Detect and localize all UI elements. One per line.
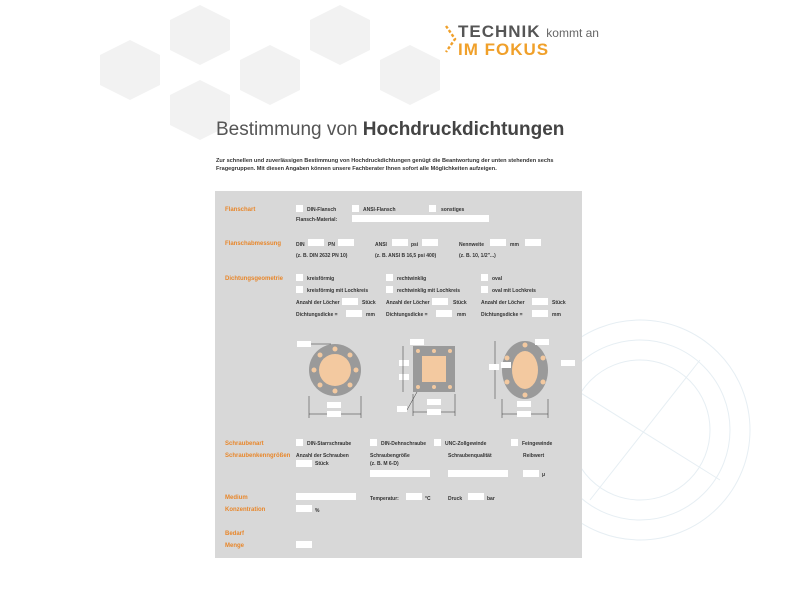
hint-din: (z. B. DIN 2632 PN 10) xyxy=(296,253,348,259)
input-flansch-material[interactable] xyxy=(352,215,489,222)
label-prozent: % xyxy=(315,508,320,514)
label-mm-2: mm xyxy=(457,312,466,318)
label-din: DIN xyxy=(296,242,305,248)
checkbox-din-starrschraube[interactable] xyxy=(296,439,303,446)
logo-line2: IM FOKUS xyxy=(458,40,550,59)
checkbox-kreisfoermig[interactable] xyxy=(296,274,303,281)
label-din-flansch: DIN-Flansch xyxy=(307,207,337,213)
label-reibwert: Reibwert xyxy=(523,453,545,459)
label-nennweite: Nennweite xyxy=(459,242,485,248)
label-rechtwinklig-lochkreis: rechtwinklig mit Lochkreis xyxy=(397,288,461,294)
label-anzahl-loecher-2: Anzahl der Löcher xyxy=(386,300,430,306)
label-pn: PN xyxy=(328,242,335,248)
input-pn[interactable] xyxy=(338,239,354,246)
label-oval-lochkreis: oval mit Lochkreis xyxy=(492,288,536,294)
label-flansch-material: Flansch-Material: xyxy=(296,217,338,223)
input-schraubenqualitaet[interactable] xyxy=(448,470,508,477)
label-kreisfoermig: kreisförmig xyxy=(307,276,335,282)
label-feingewinde: Feingewinde xyxy=(522,441,553,447)
form-panel xyxy=(215,191,582,558)
label-stueck-2: Stück xyxy=(453,300,467,306)
checkbox-feingewinde[interactable] xyxy=(511,439,518,446)
checkbox-din-flansch[interactable] xyxy=(296,205,303,212)
label-stueck-schrauben: Stück xyxy=(315,461,329,467)
input-anzahl-loecher-1[interactable] xyxy=(342,298,358,305)
input-anzahl-schrauben[interactable] xyxy=(296,460,312,467)
logo-chevron-icon xyxy=(444,24,458,54)
checkbox-oval-lochkreis[interactable] xyxy=(481,286,488,293)
label-dicke-3: Dichtungsdicke = xyxy=(481,312,523,318)
label-anzahl-loecher-3: Anzahl der Löcher xyxy=(481,300,525,306)
checkbox-din-dehnschraube[interactable] xyxy=(370,439,377,446)
input-reibwert[interactable] xyxy=(523,470,539,477)
label-din-starrschraube: DIN-Starrschraube xyxy=(307,441,352,447)
input-druck[interactable] xyxy=(468,493,484,500)
section-menge: Menge xyxy=(225,543,245,549)
input-medium[interactable] xyxy=(296,493,356,500)
label-mu: μ xyxy=(542,472,546,478)
input-schraubengroesse[interactable] xyxy=(370,470,430,477)
drawing-oval-gasket xyxy=(489,339,575,418)
label-rechtwinklig: rechtwinklig xyxy=(397,276,427,282)
checkbox-ansi-flansch[interactable] xyxy=(352,205,359,212)
label-mm-1: mm xyxy=(366,312,375,318)
input-dicke-3[interactable] xyxy=(532,310,548,317)
checkbox-sonstiges[interactable] xyxy=(429,205,436,212)
label-anzahl-schrauben: Anzahl der Schrauben xyxy=(296,453,349,459)
input-ansi[interactable] xyxy=(392,239,408,246)
label-celsius: °C xyxy=(425,496,431,502)
label-sonstiges: sonstiges xyxy=(441,207,465,213)
label-druck: Druck xyxy=(448,496,463,502)
label-stueck-3: Stück xyxy=(552,300,566,306)
input-konzentration[interactable] xyxy=(296,505,312,512)
input-anzahl-loecher-2[interactable] xyxy=(432,298,448,305)
label-ansi-flansch: ANSI-Flansch xyxy=(363,207,396,213)
input-menge[interactable] xyxy=(296,541,312,548)
gasket-drawings xyxy=(295,334,585,424)
checkbox-rechtwinklig-lochkreis[interactable] xyxy=(386,286,393,293)
label-kreisfoermig-lochkreis: kreisförmig mit Lochkreis xyxy=(307,288,369,294)
input-dicke-1[interactable] xyxy=(346,310,362,317)
input-din[interactable] xyxy=(308,239,324,246)
page-title: Bestimmung von Hochdruckdichtungen xyxy=(216,119,565,140)
label-unc-zollgewinde: UNC-Zollgewinde xyxy=(445,441,487,447)
section-konzentration: Konzentration xyxy=(225,507,266,513)
intro-text: Zur schnellen und zuverlässigen Bestimmung von Hochdruckdichtungen genügt die Beantwortung der unten stehenden sechs Fragegruppen. Mit diesen Angaben können unsere Fachberater Ihnen sofort alle Möglichkeiten aufzeigen. xyxy=(216,158,554,172)
label-bar: bar xyxy=(487,496,495,502)
label-dicke-1: Dichtungsdicke = xyxy=(296,312,338,318)
input-dicke-2[interactable] xyxy=(436,310,452,317)
label-mm-nennweite: mm xyxy=(510,242,519,248)
drawing-rectangular-gasket xyxy=(397,339,455,416)
input-nennweite[interactable] xyxy=(490,239,506,246)
label-stueck-1: Stück xyxy=(362,300,376,306)
section-flanschart: Flanschart xyxy=(225,207,256,213)
section-schraubenart: Schraubenart xyxy=(225,441,264,447)
label-ansi: ANSI xyxy=(375,242,387,248)
checkbox-kreisfoermig-lochkreis[interactable] xyxy=(296,286,303,293)
drawing-circular-gasket xyxy=(297,341,361,418)
label-schraubengroesse: Schraubengröße xyxy=(370,453,410,459)
logo-line1: TECHNIK kommt an xyxy=(458,22,599,41)
label-mm-3: mm xyxy=(552,312,561,318)
label-schraubenqualitaet: Schraubenqualität xyxy=(448,453,492,459)
checkbox-oval[interactable] xyxy=(481,274,488,281)
checkbox-rechtwinklig[interactable] xyxy=(386,274,393,281)
label-temperatur: Temperatur: xyxy=(370,496,399,502)
label-anzahl-loecher-1: Anzahl der Löcher xyxy=(296,300,340,306)
checkbox-unc-zollgewinde[interactable] xyxy=(434,439,441,446)
section-flanschabmessung: Flanschabmessung xyxy=(225,241,282,247)
section-dichtungsgeometrie: Dichtungsgeometrie xyxy=(225,276,284,282)
label-din-dehnschraube: DIN-Dehnschraube xyxy=(381,441,427,447)
input-temperatur[interactable] xyxy=(406,493,422,500)
hint-schraubengroesse: (z. B. M 6-D) xyxy=(370,461,399,467)
label-dicke-2: Dichtungsdicke = xyxy=(386,312,428,318)
input-nennweite-2[interactable] xyxy=(525,239,541,246)
input-psi[interactable] xyxy=(422,239,438,246)
hint-ansi: (z. B. ANSI B 16,5 psi 400) xyxy=(375,253,437,259)
hint-nennweite: (z. B. 10, 1/2"...) xyxy=(459,253,496,259)
section-medium: Medium xyxy=(225,495,248,501)
label-oval: oval xyxy=(492,276,503,282)
section-bedarf: Bedarf xyxy=(225,531,245,537)
label-psi: psi xyxy=(411,242,419,248)
input-anzahl-loecher-3[interactable] xyxy=(532,298,548,305)
section-schraubenkenngroessen: Schraubenkenngrößen xyxy=(225,453,291,459)
